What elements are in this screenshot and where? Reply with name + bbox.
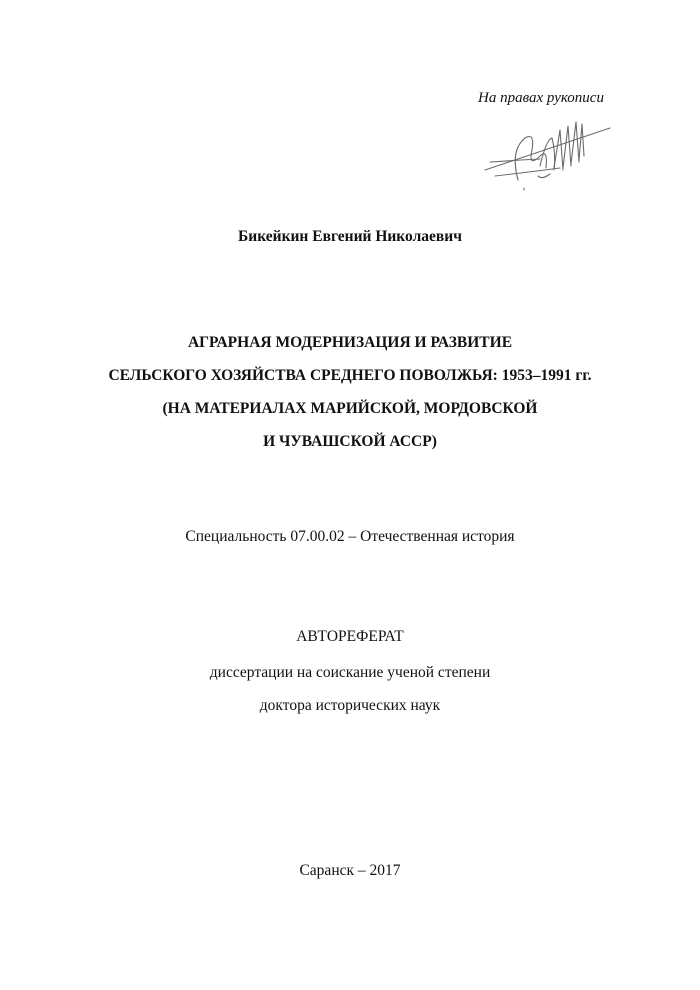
title-line: СЕЛЬСКОГО ХОЗЯЙСТВА СРЕДНЕГО ПОВОЛЖЬЯ: 1953–1991 гг. (108, 367, 592, 384)
signature-icon (480, 110, 620, 200)
title-line: (НА МАТЕРИАЛАХ МАРИЙСКОЙ, МОРДОВСКОЙ (162, 400, 538, 417)
city-year: Саранск – 2017 (299, 862, 401, 879)
author-name: Бикейкин Евгений Николаевич (238, 228, 462, 245)
document-type-line: диссертации на соискание ученой степени (209, 664, 491, 681)
manuscript-note: На правах рукописи (478, 90, 604, 106)
document-type-label: АВТОРЕФЕРАТ (296, 628, 404, 645)
document-type-line: доктора исторических наук (259, 697, 441, 714)
title-line: АГРАРНАЯ МОДЕРНИЗАЦИЯ И РАЗВИТИЕ (187, 334, 513, 351)
title-line: И ЧУВАШСКОЙ АССР) (263, 433, 437, 450)
specialty-line: Специальность 07.00.02 – Отечественная история (185, 528, 515, 545)
dissertation-title (0, 326, 700, 458)
